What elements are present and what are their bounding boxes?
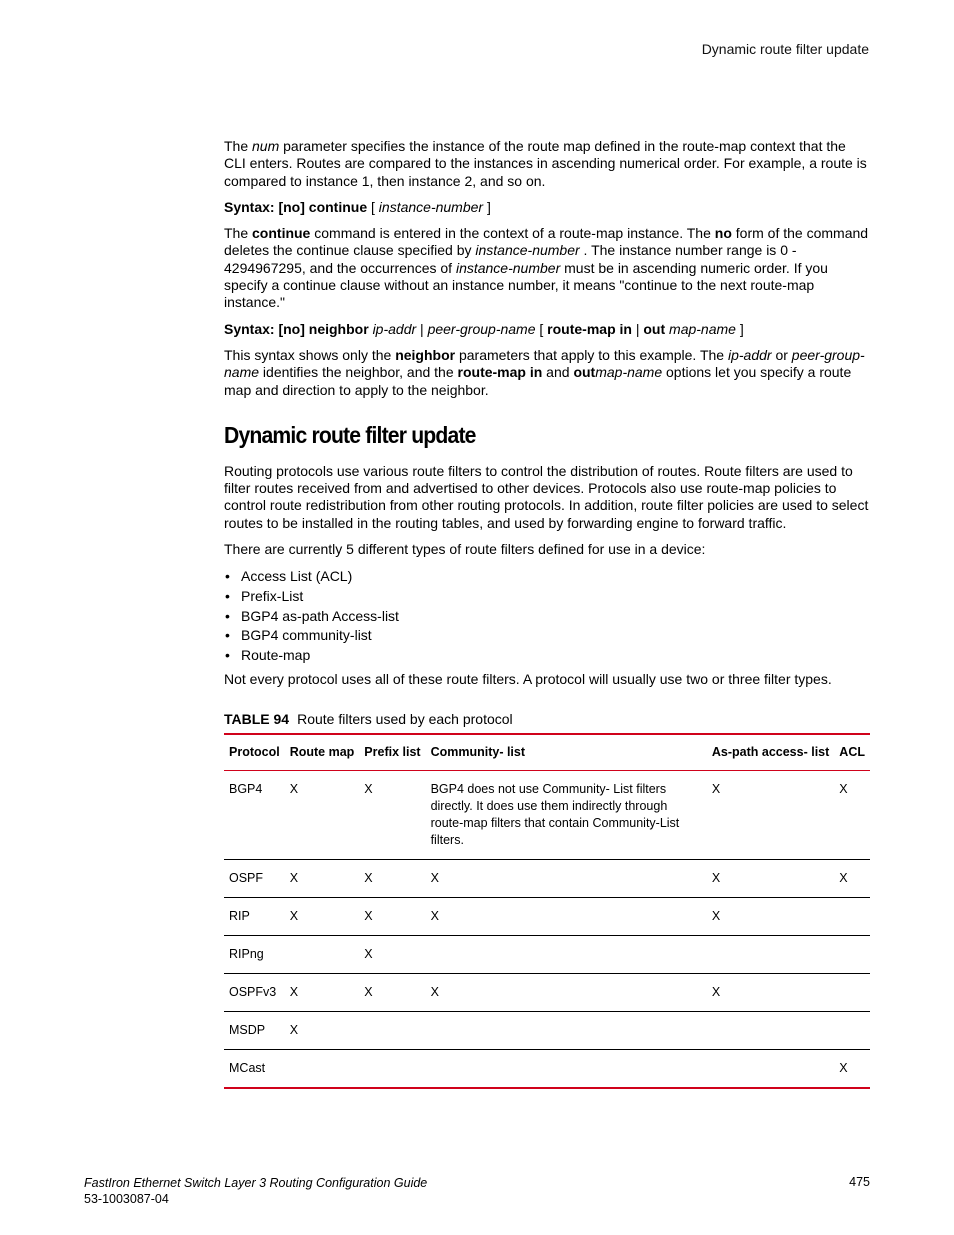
table-cell: MCast (224, 1049, 285, 1088)
footer-document-info (84, 1175, 427, 1207)
table-cell (707, 1011, 834, 1049)
table-header-row (224, 734, 870, 771)
intro-paragraph-num: The num parameter specifies the instance of the route map defined in the route-map context that the CLI enters. Routes are compared to the instances in ascending numerical order. For example, a route is compared to instance 1, then instance 2, and so on. (224, 138, 867, 189)
table-cell (834, 1011, 870, 1049)
list-item: • Route-map (224, 646, 870, 666)
table-cell: X (285, 897, 360, 935)
bullet-icon: • (225, 607, 230, 624)
syntax-neighbor: Syntax: [no] neighbor ip-addr | peer-group-name [ route-map in | out map-name ] (224, 320, 744, 337)
col-header-protocol: Protocol (224, 734, 285, 771)
syntax-continue: Syntax: [no] continue [ instance-number ] (224, 198, 491, 215)
bullet-icon: • (225, 587, 230, 604)
table-cell (707, 935, 834, 973)
table-caption-text: Route filters used by each protocol (297, 710, 513, 727)
bullet-icon: • (225, 627, 230, 644)
table-cell: X (426, 859, 707, 897)
table-cell: X (359, 897, 425, 935)
table-row (224, 859, 870, 897)
list-item: • Prefix-List (224, 587, 870, 607)
table-cell (834, 935, 870, 973)
col-header-route-map: Route map (285, 734, 360, 771)
table-cell (426, 935, 707, 973)
table-cell: BGP4 (229, 781, 263, 796)
col-header-community-list: Community- list (426, 734, 707, 771)
table-cell: X (426, 973, 707, 1011)
table-cell (426, 1049, 707, 1088)
table-cell (707, 1049, 834, 1088)
table-row (224, 897, 870, 935)
table-cell: RIPng (224, 935, 285, 973)
col-header-acl: ACL (834, 734, 870, 771)
footer-doc-number: 53-1003087-04 (84, 1192, 169, 1206)
table-cell: X (834, 1049, 870, 1088)
table-cell: X (285, 1011, 360, 1049)
footer-doc-title: FastIron Ethernet Switch Layer 3 Routing Configuration Guide (84, 1176, 428, 1190)
table-cell: X (426, 897, 707, 935)
table-cell (285, 935, 360, 973)
table-cell: RIP (224, 897, 285, 935)
running-header: Dynamic route filter update (701, 41, 869, 57)
table-caption (224, 711, 870, 727)
table-cell (359, 1011, 425, 1049)
table-cell: X (359, 973, 425, 1011)
page-content (224, 138, 870, 1089)
table-row (224, 1011, 870, 1049)
table-cell (834, 973, 870, 1011)
table-cell: X (359, 859, 425, 897)
table-label: TABLE 94 (224, 710, 290, 727)
bullet-icon: • (225, 568, 230, 585)
table-cell: X (707, 859, 834, 897)
table-cell: OSPF (224, 859, 285, 897)
route-filters-table (224, 733, 870, 1089)
table-cell: X (289, 781, 299, 796)
section-paragraph-1: Routing protocols use various route filters to control the distribution of routes. Route filters are used to filter routes received from and advertised to other devices. Protocols also use route-map policies to control route redistribution from other routing protocols. In addition, route filter policies are used to select routes to be installed in the routing tables, and used by forwarding engine to forward traffic. (224, 462, 869, 531)
table-cell: X (839, 781, 848, 796)
table-row (224, 770, 870, 859)
bullet-icon: • (225, 646, 230, 663)
list-item: • BGP4 community-list (224, 626, 870, 646)
continue-description: The continue command is entered in the context of a route-map instance. The no form of the command deletes the continue clause specified by instance-number . The instance number range is 0 - 4294967295, and the occurrences of instance-number must be in ascending numeric order. If you specify a continue clause without an instance number, it means "continue to the next route-map instance." (224, 225, 869, 311)
table-cell (426, 1011, 707, 1049)
table-cell: X (359, 935, 425, 973)
col-header-prefix-list: Prefix list (359, 734, 425, 771)
route-filter-list (224, 567, 870, 665)
table-cell: X (707, 897, 834, 935)
list-item: • Access List (ACL) (224, 567, 870, 587)
page-number: 475 (849, 1175, 870, 1189)
table-cell (285, 1049, 360, 1088)
table-cell: X (285, 859, 360, 897)
table-row (224, 1049, 870, 1088)
table-cell: X (285, 973, 360, 1011)
table-cell (359, 1049, 425, 1088)
table-cell: BGP4 does not use Community- List filters directly. It does use them indirectly through route-map filters that contain Community-List filters. (430, 781, 680, 847)
section-heading: Dynamic route filter update (224, 421, 476, 448)
table-cell: X (711, 781, 721, 796)
table-cell: OSPFv3 (224, 973, 285, 1011)
section-paragraph-2: There are currently 5 different types of route filters defined for use in a device: (224, 541, 706, 558)
table-cell: MSDP (224, 1011, 285, 1049)
col-header-as-path-access-list: As-path access- list (707, 734, 834, 771)
section-paragraph-3: Not every protocol uses all of these route filters. A protocol will usually use two or three filter types. (224, 671, 832, 688)
table-cell: X (834, 859, 870, 897)
neighbor-description: This syntax shows only the neighbor parameters that apply to this example. The ip-addr or peer-group-name identifies the neighbor, and the route-map in and outmap-name options let you specify a route map and direction to apply to the neighbor. (224, 346, 865, 398)
table-row (224, 973, 870, 1011)
table-cell (834, 897, 870, 935)
table-cell: X (707, 973, 834, 1011)
table-cell: X (364, 781, 373, 796)
list-item: • BGP4 as-path Access-list (224, 607, 870, 627)
table-row (224, 935, 870, 973)
